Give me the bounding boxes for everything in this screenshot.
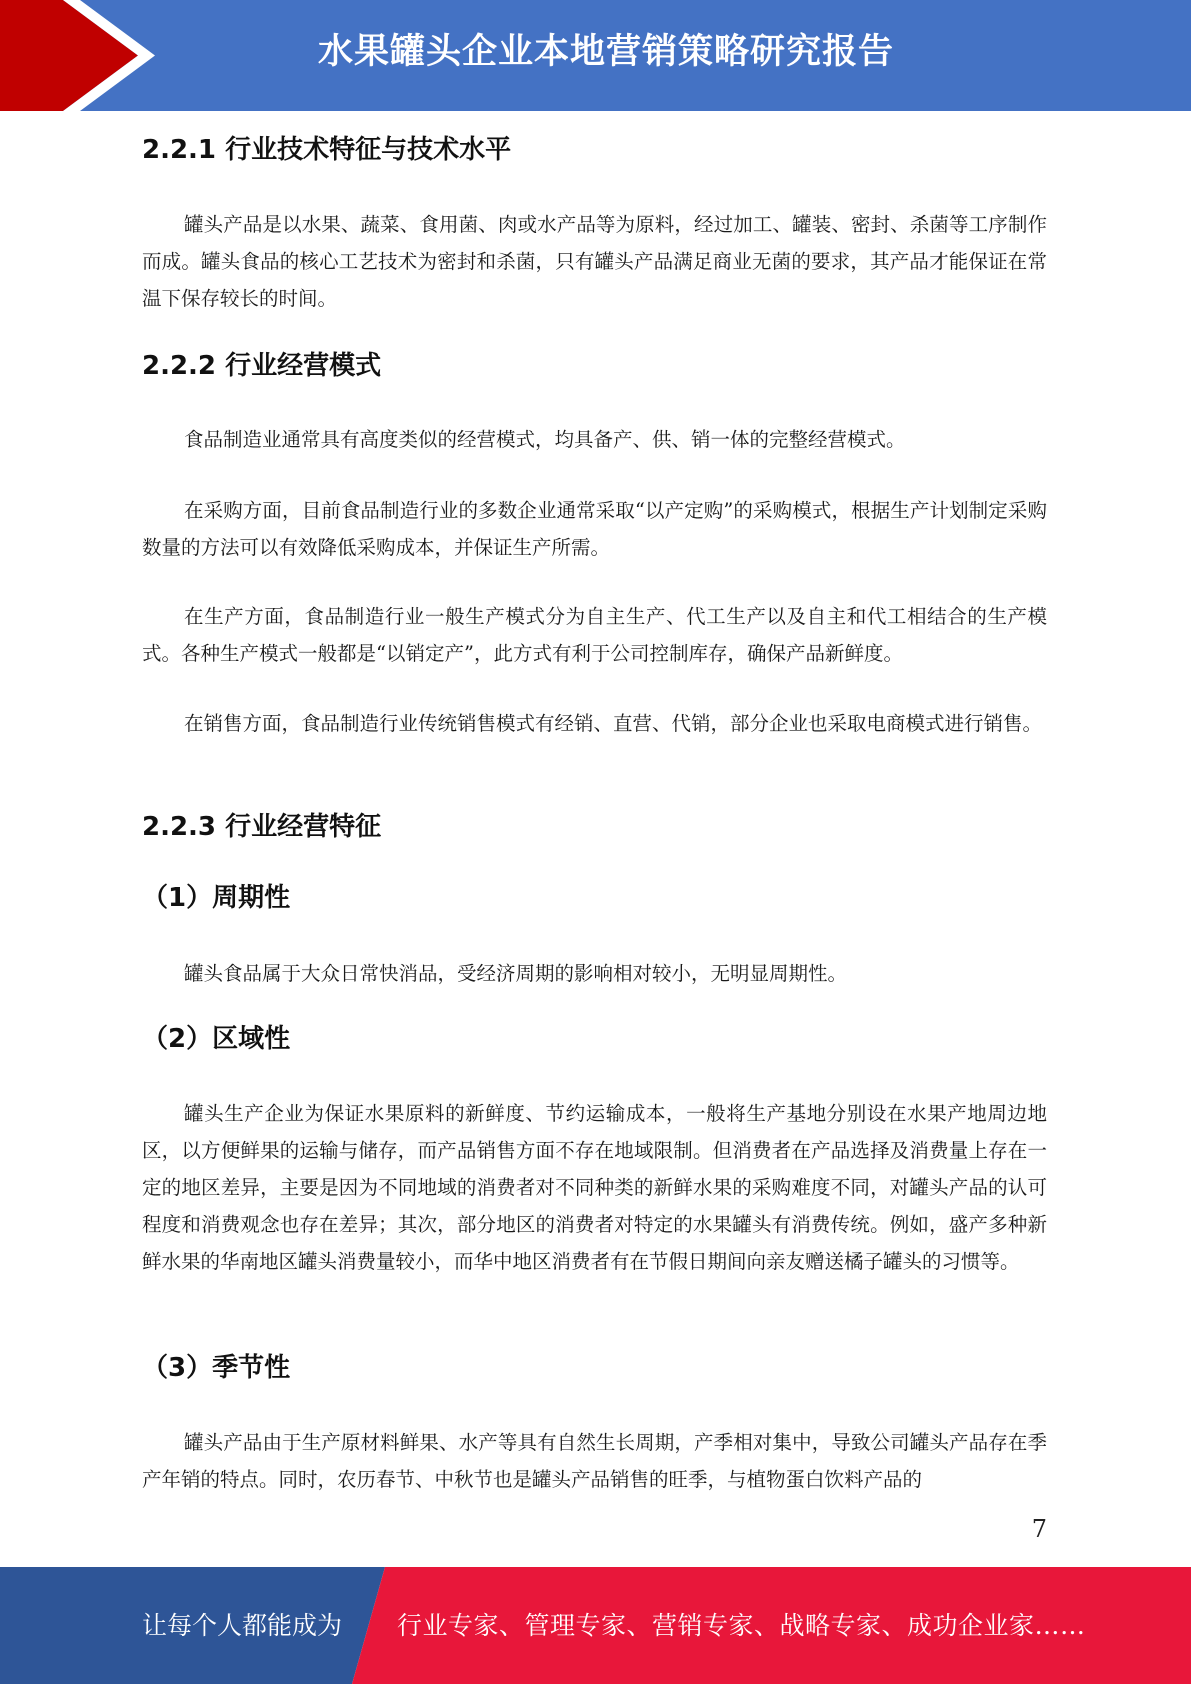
page-footer [0, 1567, 1191, 1684]
page-header [0, 0, 1191, 111]
chevron-arrow-icon [0, 0, 160, 111]
footer-slogan-right: 行业专家、管理专家、营销专家、战略专家、成功企业家…… [397, 1611, 1086, 1640]
paragraph: 在生产方面，食品制造行业一般生产模式分为自主生产、代工生产以及自主和代工相结合的生产模式。各种生产模式一般都是“以销定产”，此方式有利于公司控制库存，确保产品新鲜度。 [142, 605, 1047, 665]
paragraph: 罐头产品由于生产原材料鲜果、水产等具有自然生长周期，产季相对集中，导致公司罐头产品存在季产年销的特点。同时，农历春节、中秋节也是罐头产品销售的旺季，与植物蛋白饮料产品的 [142, 1431, 1047, 1491]
paragraph: 罐头食品属于大众日常快消品，受经济周期的影响相对较小，无明显周期性。 [184, 962, 848, 985]
paragraph: 食品制造业通常具有高度类似的经营模式，均具备产、供、销一体的完整经营模式。 [184, 428, 906, 451]
report-title: 水果罐头企业本地营销策略研究报告 [318, 32, 895, 72]
paragraph: 在采购方面，目前食品制造行业的多数企业通常采取“以产定购”的采购模式，根据生产计划制定采购数量的方法可以有效降低采购成本，并保证生产所需。 [142, 499, 1047, 559]
page-number: 7 [1031, 1515, 1047, 1543]
paragraph: 罐头产品是以水果、蔬菜、食用菌、肉或水产品等为原料，经过加工、罐装、密封、杀菌等工序制作而成。罐头食品的核心工艺技术为密封和杀菌，只有罐头产品满足商业无菌的要求，其产品才能保证在常温下保存较长的时间。 [142, 213, 1047, 310]
section-heading-2-2-2: 2.2.2 行业经营模式 [142, 351, 382, 381]
footer-slogan-left: 让每个人都能成为 [142, 1611, 343, 1640]
section-heading-2-2-1: 2.2.1 行业技术特征与技术水平 [142, 135, 512, 165]
subsection-heading-cyclicality: （1）周期性 [142, 883, 291, 913]
section-heading-2-2-3: 2.2.3 行业经营特征 [142, 812, 382, 842]
paragraph: 罐头生产企业为保证水果原料的新鲜度、节约运输成本，一般将生产基地分别设在水果产地周边地区，以方便鲜果的运输与储存，而产品销售方面不存在地域限制。但消费者在产品选择及消费量上存在一定的地区差异，主要是因为不同地域的消费者对不同种类的新鲜水果的采购难度不同，对罐头产品的认可程度和消费观念也存在差异；其次，部分地区的消费者对特定的水果罐头有消费传统。例如，盛产多种新鲜水果的华南地区罐头消费量较小，而华中地区消费者有在节假日期间向亲友赠送橘子罐头的习惯等。 [142, 1102, 1047, 1273]
subsection-heading-regionality: （2）区域性 [142, 1024, 291, 1054]
paragraph: 在销售方面，食品制造行业传统销售模式有经销、直营、代销，部分企业也采取电商模式进行销售。 [184, 712, 1043, 735]
subsection-heading-seasonality: （3）季节性 [142, 1353, 291, 1383]
